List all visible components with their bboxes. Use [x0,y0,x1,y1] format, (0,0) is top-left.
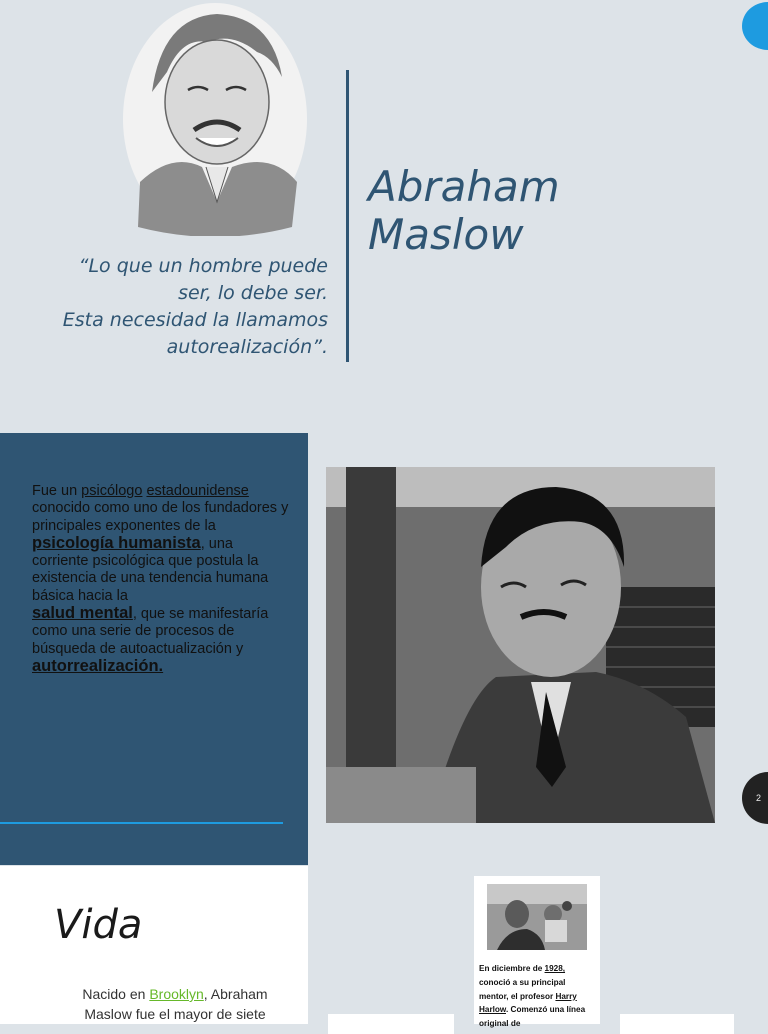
title-line-1: Abraham [368,162,560,211]
biography-text [32,483,290,676]
quote-line-2: ser, lo debe ser. [178,282,328,304]
partial-card-left [328,1014,454,1034]
link-harry-harlow[interactable]: Harry Harlow [479,991,577,1015]
harlow-note-text [479,962,597,1031]
harlow-photo [487,884,587,950]
vida-text-part: Nacido en [82,986,150,1002]
bio-text-part: conocido como uno de los fundadores y principales exponentes de la [32,500,289,534]
link-psicologia-humanista[interactable]: psicología humanista [32,533,201,552]
slide-title [368,163,628,259]
note-text-part: En diciembre de [479,964,545,973]
decorative-circle [742,2,768,50]
note-text-part: . Comenzó una línea original de [479,1005,586,1029]
quote-line-1: “Lo que un hombre puede [78,255,328,277]
link-1928[interactable]: 1928, [544,964,566,973]
link-autorrealizacion[interactable]: autorrealización. [32,656,164,675]
title-line-2: Maslow [368,210,524,259]
link-brooklyn[interactable]: Brooklyn [149,986,204,1002]
note-text-part: conoció a su principal mentor, el profesor [479,977,566,1001]
link-salud-mental[interactable]: salud mental [32,604,133,623]
bio-text-part: , una corriente psicológica que postula la existencia de una tendencia humana básica hacia la [32,535,269,604]
quote-line-4: autorealización”. [166,336,328,358]
link-estadounidense[interactable]: estadounidense [146,483,249,499]
quote-line-3: Esta necesidad la llamamos [62,309,328,331]
maslow-sketch-portrait [122,2,308,236]
vida-heading: Vida [54,902,143,948]
vida-text-part: , Abraham Maslow fue el mayor de siete [84,986,268,1022]
maslow-quote [30,253,328,361]
bio-text-part: Fue un [32,483,82,499]
bio-text-part: , que se manifestaría como una serie de procesos de búsqueda de autoactualización y [32,606,269,657]
vida-text [62,984,288,1024]
link-psicologo[interactable]: psicólogo [81,483,143,499]
page-number-badge: 2 [742,772,768,824]
maslow-photograph [326,467,715,823]
partial-card-right [620,1014,734,1034]
vertical-divider [346,70,349,362]
accent-line [0,822,283,824]
